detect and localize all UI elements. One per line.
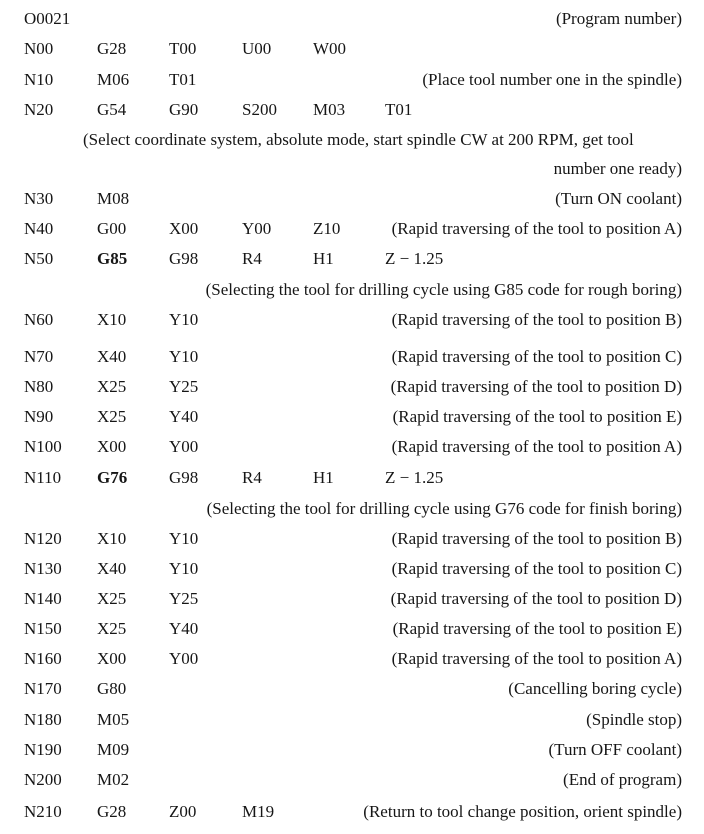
code-word: Y40 [169, 407, 199, 426]
block-number: N150 [24, 619, 62, 638]
code-line-n20 [0, 98, 704, 122]
block-number: N210 [24, 802, 62, 821]
line-comment: (Turn ON coolant) [555, 189, 682, 208]
code-word: Y25 [169, 589, 199, 608]
line-comment: (Selecting the tool for drilling cycle using G76 code for finish boring) [206, 499, 682, 518]
code-word: X10 [97, 310, 127, 329]
block-number: N20 [24, 100, 54, 119]
code-word: Z − 1.25 [385, 468, 444, 487]
block-number: N130 [24, 559, 62, 578]
line-comment: (End of program) [563, 770, 682, 789]
code-line-n120 [0, 527, 704, 551]
comment-line-n20-b [0, 157, 704, 181]
line-comment: (Rapid traversing of the tool to position D) [390, 377, 682, 396]
code-word: X00 [97, 437, 127, 456]
code-word: Z00 [169, 802, 197, 821]
block-number: N140 [24, 589, 62, 608]
block-number: N30 [24, 189, 54, 208]
comment-line-n110 [0, 497, 704, 521]
code-word: X25 [97, 589, 127, 608]
code-word: Y10 [169, 529, 199, 548]
line-comment: (Turn OFF coolant) [548, 740, 682, 759]
code-word: M19 [242, 802, 275, 821]
code-line-n60 [0, 308, 704, 332]
code-word: X10 [97, 529, 127, 548]
code-word-g85: G85 [97, 249, 128, 268]
block-number: N180 [24, 710, 62, 729]
code-line-n150 [0, 617, 704, 641]
code-word: Y00 [242, 219, 272, 238]
line-comment: (Rapid traversing of the tool to position C) [391, 347, 682, 366]
code-line-n50 [0, 247, 704, 271]
program-number: O0021 [24, 9, 71, 28]
code-word: M09 [97, 740, 130, 759]
code-line-n90 [0, 405, 704, 429]
code-line-n70 [0, 345, 704, 369]
line-comment: (Place tool number one in the spindle) [422, 70, 682, 89]
code-line-n00 [0, 37, 704, 61]
code-line-n130 [0, 557, 704, 581]
code-word: T01 [385, 100, 413, 119]
line-comment: (Rapid traversing of the tool to position B) [391, 310, 682, 329]
code-word: Y25 [169, 377, 199, 396]
code-line-n180 [0, 708, 704, 732]
code-word: M02 [97, 770, 130, 789]
block-number: N50 [24, 249, 54, 268]
block-number: N40 [24, 219, 54, 238]
code-line-n40 [0, 217, 704, 241]
block-number: N90 [24, 407, 54, 426]
code-line-n190 [0, 738, 704, 762]
block-number: N00 [24, 39, 54, 58]
line-comment: (Spindle stop) [586, 710, 682, 729]
code-line-n100 [0, 435, 704, 459]
code-word: T00 [169, 39, 197, 58]
comment-line-n50 [0, 278, 704, 302]
code-word: X40 [97, 347, 127, 366]
code-word: T01 [169, 70, 197, 89]
code-word: Y10 [169, 347, 199, 366]
code-word: R4 [242, 249, 262, 268]
code-line-n200 [0, 768, 704, 792]
code-word: G28 [97, 802, 127, 821]
code-word: Y00 [169, 649, 199, 668]
line-comment: (Select coordinate system, absolute mode, start spindle CW at 200 RPM, get tool [83, 130, 634, 149]
line-comment: (Selecting the tool for drilling cycle using G85 code for rough boring) [205, 280, 682, 299]
code-word: G98 [169, 249, 199, 268]
block-number: N190 [24, 740, 62, 759]
line-comment: (Return to tool change position, orient spindle) [363, 802, 682, 821]
code-word: X25 [97, 377, 127, 396]
code-word: Y40 [169, 619, 199, 638]
line-comment: (Rapid traversing of the tool to position A) [391, 437, 682, 456]
line-comment: (Rapid traversing of the tool to position E) [392, 619, 682, 638]
code-word: M05 [97, 710, 130, 729]
program-number-comment: (Program number) [555, 9, 682, 28]
comment-line-n20-a [0, 128, 704, 152]
code-line-n30 [0, 187, 704, 211]
block-number: N160 [24, 649, 62, 668]
code-word: M03 [313, 100, 346, 119]
code-word: X25 [97, 619, 127, 638]
code-word: W00 [313, 39, 347, 58]
block-number: N110 [24, 468, 62, 487]
code-word: X00 [97, 649, 127, 668]
code-word: G98 [169, 468, 199, 487]
block-number: N200 [24, 770, 62, 789]
code-line-n140 [0, 587, 704, 611]
code-word: M06 [97, 70, 130, 89]
block-number: N80 [24, 377, 54, 396]
code-word-g76: G76 [97, 468, 128, 487]
code-word: H1 [313, 468, 334, 487]
line-comment: (Cancelling boring cycle) [508, 679, 682, 698]
block-number: N60 [24, 310, 54, 329]
code-line-n10 [0, 68, 704, 92]
code-word: G80 [97, 679, 127, 698]
code-word: X25 [97, 407, 127, 426]
code-line-n110 [0, 466, 704, 490]
code-word: G00 [97, 219, 127, 238]
code-word: H1 [313, 249, 334, 268]
code-word: G28 [97, 39, 127, 58]
code-line-n80 [0, 375, 704, 399]
code-word: Z − 1.25 [385, 249, 444, 268]
code-word: X40 [97, 559, 127, 578]
block-number: N170 [24, 679, 62, 698]
line-comment: (Rapid traversing of the tool to position B) [391, 529, 682, 548]
line-comment: (Rapid traversing of the tool to position C) [391, 559, 682, 578]
line-comment: (Rapid traversing of the tool to position A) [391, 649, 682, 668]
line-comment: number one ready) [553, 159, 682, 178]
code-word: Y10 [169, 559, 199, 578]
line-comment: (Rapid traversing of the tool to position E) [392, 407, 682, 426]
program-header [0, 7, 704, 31]
block-number: N10 [24, 70, 54, 89]
code-line-n160 [0, 647, 704, 671]
code-word: Y10 [169, 310, 199, 329]
code-line-n170 [0, 677, 704, 701]
code-line-n210 [0, 800, 704, 824]
code-word: Y00 [169, 437, 199, 456]
code-word: U00 [242, 39, 272, 58]
block-number: N70 [24, 347, 54, 366]
code-word: R4 [242, 468, 262, 487]
code-word: M08 [97, 189, 130, 208]
block-number: N100 [24, 437, 62, 456]
line-comment: (Rapid traversing of the tool to position A) [391, 219, 682, 238]
code-word: G54 [97, 100, 127, 119]
code-word: X00 [169, 219, 199, 238]
code-word: G90 [169, 100, 199, 119]
block-number: N120 [24, 529, 62, 548]
code-word: S200 [242, 100, 277, 119]
line-comment: (Rapid traversing of the tool to position D) [390, 589, 682, 608]
code-word: Z10 [313, 219, 341, 238]
